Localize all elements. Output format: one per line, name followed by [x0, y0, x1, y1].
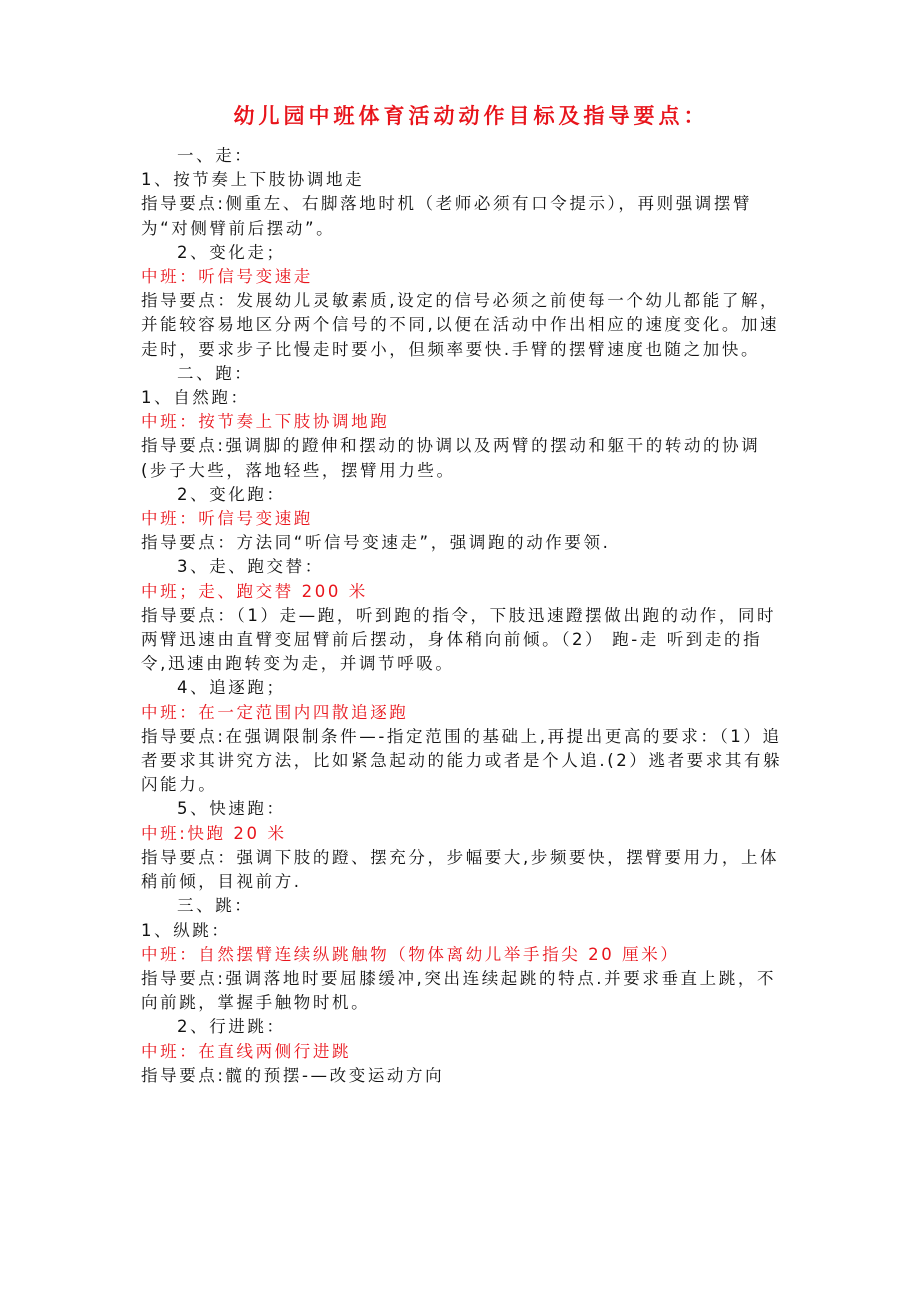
item-heading: 2、变化跑： — [177, 484, 286, 504]
guidance-paragraph: 指导要点:髋的预摆-—改变运动方向 — [141, 1065, 445, 1085]
middle-class-goal: 中班:快跑 20 米 — [141, 823, 287, 843]
item-heading: 5、快速跑： — [177, 799, 286, 819]
guidance-paragraph: 指导要点:强调落地时要屈膝缓冲,突出连续起跳的特点.并要求垂直上跳，不向前跳，掌握手触物时机。 — [141, 968, 777, 1013]
middle-class-goal: 中班：听信号变速跑 — [141, 509, 313, 529]
document-body — [141, 144, 783, 1088]
item-heading: 1、自然跑： — [141, 388, 250, 408]
item-heading: 2、变化走； — [177, 242, 286, 262]
guidance-paragraph: 指导要点:在强调限制条件—-指定范围的基础上,再提出更高的要求：（1）追者要求其讲究方法，比如紧急起动的能力或者是个人追.(2）逃者要求其有躲闪能力。 — [141, 726, 783, 795]
middle-class-goal: 中班：按节奏上下肢协调地跑 — [141, 412, 390, 432]
middle-class-goal: 中班：自然摆臂连续纵跳触物（物体离幼儿举手指尖 20 厘米） — [141, 944, 680, 964]
item-heading: 1、按节奏上下肢协调地走 — [141, 170, 365, 190]
guidance-paragraph: 指导要点：（1）走—跑，听到跑的指令，下肢迅速蹬摆做出跑的动作，同时两臂迅速由直臂变屈臂前后摆动，身体稍向前倾。（2） 跑-走 听到走的指令,迅速由跑转变为走，并调节呼吸。 — [141, 605, 777, 674]
section-heading-jump: 三、跳： — [177, 896, 254, 916]
section-heading-run: 二、跑： — [177, 363, 254, 383]
middle-class-goal: 中班：在一定范围内四散追逐跑 — [141, 702, 409, 722]
middle-class-goal: 中班：在直线两侧行进跳 — [141, 1041, 352, 1061]
section-heading-walk: 一、走： — [177, 146, 254, 165]
guidance-paragraph: 指导要点:强调脚的蹬伸和摆动的协调以及两臂的摆动和躯干的转动的协调(步子大些，落地轻些，摆臂用力些。 — [141, 436, 761, 480]
item-heading: 4、追逐跑； — [177, 678, 286, 698]
guidance-paragraph: 指导要点：方法同“听信号变速走”，强调跑的动作要领. — [141, 533, 611, 553]
guidance-paragraph: 指导要点：强调下肢的蹬、摆充分，步幅要大,步频要快，摆臂要用力，上体稍前倾，目视前方. — [141, 847, 780, 892]
item-heading: 1、纵跳： — [141, 920, 231, 940]
guidance-paragraph: 指导要点：发展幼儿灵敏素质,设定的信号必须之前使每一个幼儿都能了解，并能较容易地区分两个信号的不同,以便在活动中作出相应的速度变化。加速走时，要求步子比慢走时要小，但频率要快.手臂的摆臂速度也随之加快。 — [141, 291, 780, 359]
item-heading: 3、走、跑交替： — [177, 557, 324, 577]
middle-class-goal: 中班：听信号变速走 — [141, 267, 313, 287]
item-heading: 2、行进跳： — [177, 1017, 286, 1037]
middle-class-goal: 中班；走、跑交替 200 米 — [141, 581, 368, 601]
guidance-paragraph: 指导要点:侧重左、右脚落地时机（老师必须有口令提示），再则强调摆臂为“对侧臂前后摆动”。 — [141, 194, 753, 238]
document-title: 幼儿园中班体育活动动作目标及指导要点： — [233, 104, 709, 128]
